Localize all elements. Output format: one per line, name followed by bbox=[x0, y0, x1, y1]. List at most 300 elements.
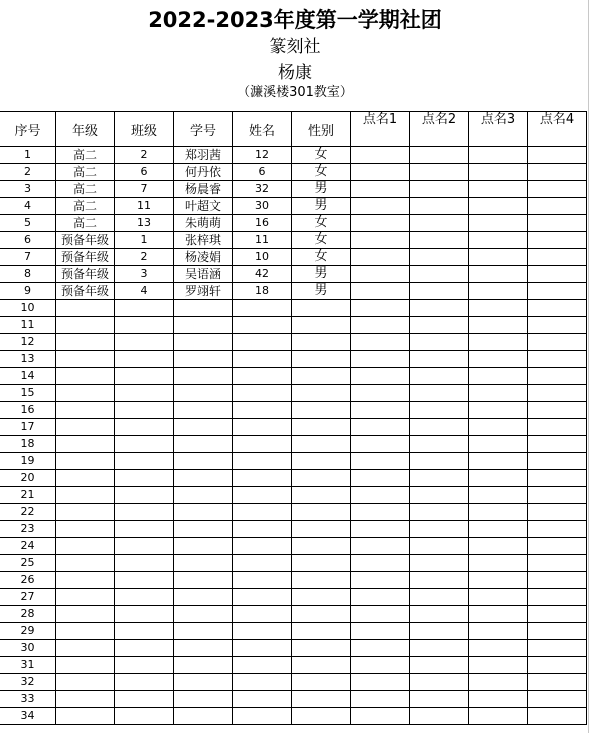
rollcall-cell-1[interactable] bbox=[351, 351, 410, 368]
gender-cell[interactable] bbox=[292, 589, 351, 606]
gender-cell[interactable] bbox=[292, 334, 351, 351]
gender-cell[interactable] bbox=[292, 453, 351, 470]
rollcall-cell-2[interactable] bbox=[410, 351, 469, 368]
row-index-cell[interactable]: 9 bbox=[0, 283, 56, 300]
rollcall-cell-4[interactable] bbox=[528, 249, 587, 266]
rollcall-cell-3[interactable] bbox=[469, 215, 528, 232]
rollcall-cell-4[interactable] bbox=[528, 487, 587, 504]
rollcall-cell-4[interactable] bbox=[528, 402, 587, 419]
rollcall-cell-4[interactable] bbox=[528, 351, 587, 368]
rollcall-cell-3[interactable] bbox=[469, 623, 528, 640]
rollcall-cell-4[interactable] bbox=[528, 368, 587, 385]
rollcall-cell-1[interactable] bbox=[351, 164, 410, 181]
rollcall-cell-3[interactable] bbox=[469, 453, 528, 470]
student-name-cell[interactable] bbox=[174, 368, 233, 385]
row-index-cell[interactable]: 27 bbox=[0, 589, 56, 606]
student-id-cell[interactable] bbox=[233, 691, 292, 708]
gender-cell[interactable] bbox=[292, 623, 351, 640]
row-index-cell[interactable]: 23 bbox=[0, 521, 56, 538]
row-index-cell[interactable]: 15 bbox=[0, 385, 56, 402]
col-header-index[interactable]: 序号 bbox=[0, 112, 56, 147]
student-name-cell[interactable] bbox=[174, 385, 233, 402]
gender-cell[interactable] bbox=[292, 317, 351, 334]
grade-cell[interactable]: 高二 bbox=[56, 147, 115, 164]
rollcall-cell-1[interactable] bbox=[351, 623, 410, 640]
row-index-cell[interactable]: 10 bbox=[0, 300, 56, 317]
rollcall-cell-1[interactable] bbox=[351, 708, 410, 725]
rollcall-cell-3[interactable] bbox=[469, 572, 528, 589]
rollcall-cell-2[interactable] bbox=[410, 249, 469, 266]
rollcall-cell-2[interactable] bbox=[410, 419, 469, 436]
rollcall-cell-4[interactable] bbox=[528, 215, 587, 232]
rollcall-cell-4[interactable] bbox=[528, 453, 587, 470]
row-index-cell[interactable]: 1 bbox=[0, 147, 56, 164]
rollcall-cell-2[interactable] bbox=[410, 215, 469, 232]
student-name-cell[interactable] bbox=[174, 487, 233, 504]
grade-cell[interactable] bbox=[56, 300, 115, 317]
class-cell[interactable] bbox=[115, 419, 174, 436]
rollcall-cell-2[interactable] bbox=[410, 300, 469, 317]
student-name-cell[interactable] bbox=[174, 606, 233, 623]
student-id-cell[interactable] bbox=[233, 674, 292, 691]
class-cell[interactable] bbox=[115, 470, 174, 487]
class-cell[interactable] bbox=[115, 572, 174, 589]
gender-cell[interactable] bbox=[292, 470, 351, 487]
rollcall-cell-3[interactable] bbox=[469, 674, 528, 691]
student-name-cell[interactable] bbox=[174, 708, 233, 725]
grade-cell[interactable] bbox=[56, 317, 115, 334]
rollcall-cell-4[interactable] bbox=[528, 436, 587, 453]
student-name-cell[interactable]: 何丹依 bbox=[174, 164, 233, 181]
gender-cell[interactable] bbox=[292, 368, 351, 385]
student-id-cell[interactable]: 32 bbox=[233, 181, 292, 198]
class-cell[interactable] bbox=[115, 691, 174, 708]
gender-cell[interactable] bbox=[292, 674, 351, 691]
rollcall-cell-4[interactable] bbox=[528, 640, 587, 657]
grade-cell[interactable] bbox=[56, 657, 115, 674]
student-name-cell[interactable] bbox=[174, 691, 233, 708]
row-index-cell[interactable]: 22 bbox=[0, 504, 56, 521]
student-name-cell[interactable] bbox=[174, 657, 233, 674]
rollcall-cell-4[interactable] bbox=[528, 283, 587, 300]
grade-cell[interactable] bbox=[56, 487, 115, 504]
student-name-cell[interactable]: 罗翊轩 bbox=[174, 283, 233, 300]
rollcall-cell-3[interactable] bbox=[469, 504, 528, 521]
student-id-cell[interactable] bbox=[233, 419, 292, 436]
class-cell[interactable]: 1 bbox=[115, 232, 174, 249]
student-id-cell[interactable] bbox=[233, 657, 292, 674]
student-id-cell[interactable]: 42 bbox=[233, 266, 292, 283]
grade-cell[interactable] bbox=[56, 351, 115, 368]
student-name-cell[interactable] bbox=[174, 453, 233, 470]
row-index-cell[interactable]: 34 bbox=[0, 708, 56, 725]
row-index-cell[interactable]: 24 bbox=[0, 538, 56, 555]
class-cell[interactable] bbox=[115, 453, 174, 470]
row-index-cell[interactable]: 12 bbox=[0, 334, 56, 351]
student-id-cell[interactable] bbox=[233, 521, 292, 538]
rollcall-cell-3[interactable] bbox=[469, 181, 528, 198]
rollcall-cell-4[interactable] bbox=[528, 198, 587, 215]
student-id-cell[interactable] bbox=[233, 402, 292, 419]
rollcall-cell-2[interactable] bbox=[410, 317, 469, 334]
student-name-cell[interactable]: 朱萌萌 bbox=[174, 215, 233, 232]
row-index-cell[interactable]: 7 bbox=[0, 249, 56, 266]
rollcall-cell-4[interactable] bbox=[528, 266, 587, 283]
student-name-cell[interactable] bbox=[174, 640, 233, 657]
row-index-cell[interactable]: 14 bbox=[0, 368, 56, 385]
class-cell[interactable] bbox=[115, 555, 174, 572]
rollcall-cell-1[interactable] bbox=[351, 640, 410, 657]
rollcall-cell-3[interactable] bbox=[469, 436, 528, 453]
rollcall-cell-1[interactable] bbox=[351, 487, 410, 504]
gender-cell[interactable]: 男 bbox=[292, 283, 351, 300]
gender-cell[interactable] bbox=[292, 521, 351, 538]
rollcall-cell-3[interactable] bbox=[469, 555, 528, 572]
rollcall-cell-1[interactable] bbox=[351, 657, 410, 674]
rollcall-cell-3[interactable] bbox=[469, 606, 528, 623]
student-id-cell[interactable] bbox=[233, 623, 292, 640]
rollcall-cell-4[interactable] bbox=[528, 674, 587, 691]
rollcall-cell-2[interactable] bbox=[410, 555, 469, 572]
rollcall-cell-1[interactable] bbox=[351, 521, 410, 538]
rollcall-cell-4[interactable] bbox=[528, 657, 587, 674]
rollcall-cell-4[interactable] bbox=[528, 334, 587, 351]
grade-cell[interactable]: 预备年级 bbox=[56, 249, 115, 266]
row-index-cell[interactable]: 21 bbox=[0, 487, 56, 504]
row-index-cell[interactable]: 33 bbox=[0, 691, 56, 708]
rollcall-cell-4[interactable] bbox=[528, 623, 587, 640]
gender-cell[interactable]: 女 bbox=[292, 164, 351, 181]
rollcall-cell-2[interactable] bbox=[410, 521, 469, 538]
rollcall-cell-1[interactable] bbox=[351, 147, 410, 164]
grade-cell[interactable] bbox=[56, 538, 115, 555]
class-cell[interactable] bbox=[115, 589, 174, 606]
rollcall-cell-1[interactable] bbox=[351, 538, 410, 555]
grade-cell[interactable] bbox=[56, 640, 115, 657]
rollcall-cell-4[interactable] bbox=[528, 470, 587, 487]
rollcall-cell-2[interactable] bbox=[410, 470, 469, 487]
rollcall-cell-1[interactable] bbox=[351, 300, 410, 317]
rollcall-cell-1[interactable] bbox=[351, 436, 410, 453]
student-id-cell[interactable] bbox=[233, 300, 292, 317]
rollcall-cell-2[interactable] bbox=[410, 266, 469, 283]
rollcall-cell-3[interactable] bbox=[469, 334, 528, 351]
rollcall-cell-1[interactable] bbox=[351, 368, 410, 385]
rollcall-cell-1[interactable] bbox=[351, 606, 410, 623]
rollcall-cell-2[interactable] bbox=[410, 606, 469, 623]
row-index-cell[interactable]: 8 bbox=[0, 266, 56, 283]
rollcall-cell-2[interactable] bbox=[410, 436, 469, 453]
rollcall-cell-2[interactable] bbox=[410, 164, 469, 181]
grade-cell[interactable]: 预备年级 bbox=[56, 283, 115, 300]
gender-cell[interactable]: 男 bbox=[292, 198, 351, 215]
rollcall-cell-1[interactable] bbox=[351, 555, 410, 572]
rollcall-cell-2[interactable] bbox=[410, 283, 469, 300]
rollcall-cell-1[interactable] bbox=[351, 181, 410, 198]
rollcall-cell-4[interactable] bbox=[528, 589, 587, 606]
rollcall-cell-3[interactable] bbox=[469, 538, 528, 555]
student-name-cell[interactable]: 郑羽茜 bbox=[174, 147, 233, 164]
row-index-cell[interactable]: 2 bbox=[0, 164, 56, 181]
gender-cell[interactable]: 女 bbox=[292, 249, 351, 266]
row-index-cell[interactable]: 32 bbox=[0, 674, 56, 691]
rollcall-cell-3[interactable] bbox=[469, 351, 528, 368]
rollcall-cell-4[interactable] bbox=[528, 504, 587, 521]
row-index-cell[interactable]: 25 bbox=[0, 555, 56, 572]
rollcall-cell-3[interactable] bbox=[469, 589, 528, 606]
student-name-cell[interactable] bbox=[174, 589, 233, 606]
rollcall-cell-4[interactable] bbox=[528, 385, 587, 402]
rollcall-cell-4[interactable] bbox=[528, 317, 587, 334]
student-name-cell[interactable] bbox=[174, 470, 233, 487]
rollcall-cell-1[interactable] bbox=[351, 283, 410, 300]
grade-cell[interactable] bbox=[56, 623, 115, 640]
grade-cell[interactable] bbox=[56, 436, 115, 453]
rollcall-cell-2[interactable] bbox=[410, 708, 469, 725]
class-cell[interactable] bbox=[115, 402, 174, 419]
class-cell[interactable] bbox=[115, 317, 174, 334]
class-cell[interactable] bbox=[115, 640, 174, 657]
grade-cell[interactable] bbox=[56, 606, 115, 623]
rollcall-cell-2[interactable] bbox=[410, 623, 469, 640]
student-name-cell[interactable]: 吴语涵 bbox=[174, 266, 233, 283]
rollcall-cell-3[interactable] bbox=[469, 640, 528, 657]
grade-cell[interactable] bbox=[56, 419, 115, 436]
rollcall-cell-2[interactable] bbox=[410, 181, 469, 198]
row-index-cell[interactable]: 16 bbox=[0, 402, 56, 419]
rollcall-cell-2[interactable] bbox=[410, 453, 469, 470]
rollcall-cell-4[interactable] bbox=[528, 300, 587, 317]
row-index-cell[interactable]: 4 bbox=[0, 198, 56, 215]
rollcall-cell-1[interactable] bbox=[351, 385, 410, 402]
grade-cell[interactable] bbox=[56, 504, 115, 521]
rollcall-cell-1[interactable] bbox=[351, 215, 410, 232]
grade-cell[interactable] bbox=[56, 402, 115, 419]
rollcall-cell-4[interactable] bbox=[528, 147, 587, 164]
rollcall-cell-2[interactable] bbox=[410, 691, 469, 708]
rollcall-cell-3[interactable] bbox=[469, 402, 528, 419]
student-id-cell[interactable] bbox=[233, 470, 292, 487]
rollcall-cell-2[interactable] bbox=[410, 147, 469, 164]
student-name-cell[interactable] bbox=[174, 436, 233, 453]
class-cell[interactable]: 2 bbox=[115, 249, 174, 266]
row-index-cell[interactable]: 13 bbox=[0, 351, 56, 368]
rollcall-cell-3[interactable] bbox=[469, 657, 528, 674]
student-name-cell[interactable] bbox=[174, 674, 233, 691]
rollcall-cell-3[interactable] bbox=[469, 198, 528, 215]
rollcall-cell-1[interactable] bbox=[351, 402, 410, 419]
gender-cell[interactable]: 女 bbox=[292, 215, 351, 232]
gender-cell[interactable] bbox=[292, 300, 351, 317]
row-index-cell[interactable]: 6 bbox=[0, 232, 56, 249]
grade-cell[interactable] bbox=[56, 368, 115, 385]
student-name-cell[interactable] bbox=[174, 504, 233, 521]
gender-cell[interactable] bbox=[292, 538, 351, 555]
row-index-cell[interactable]: 31 bbox=[0, 657, 56, 674]
student-id-cell[interactable]: 18 bbox=[233, 283, 292, 300]
class-cell[interactable] bbox=[115, 606, 174, 623]
grade-cell[interactable]: 高二 bbox=[56, 164, 115, 181]
rollcall-cell-3[interactable] bbox=[469, 164, 528, 181]
rollcall-cell-3[interactable] bbox=[469, 266, 528, 283]
gender-cell[interactable]: 女 bbox=[292, 147, 351, 164]
student-id-cell[interactable]: 6 bbox=[233, 164, 292, 181]
row-index-cell[interactable]: 29 bbox=[0, 623, 56, 640]
class-cell[interactable]: 2 bbox=[115, 147, 174, 164]
grade-cell[interactable]: 预备年级 bbox=[56, 266, 115, 283]
rollcall-cell-2[interactable] bbox=[410, 385, 469, 402]
student-name-cell[interactable]: 叶超文 bbox=[174, 198, 233, 215]
class-cell[interactable] bbox=[115, 623, 174, 640]
gender-cell[interactable] bbox=[292, 691, 351, 708]
student-name-cell[interactable] bbox=[174, 334, 233, 351]
class-cell[interactable] bbox=[115, 504, 174, 521]
rollcall-cell-2[interactable] bbox=[410, 538, 469, 555]
class-cell[interactable] bbox=[115, 487, 174, 504]
rollcall-cell-3[interactable] bbox=[469, 300, 528, 317]
class-cell[interactable] bbox=[115, 674, 174, 691]
rollcall-cell-4[interactable] bbox=[528, 538, 587, 555]
grade-cell[interactable] bbox=[56, 674, 115, 691]
gender-cell[interactable] bbox=[292, 402, 351, 419]
student-name-cell[interactable] bbox=[174, 623, 233, 640]
grade-cell[interactable] bbox=[56, 555, 115, 572]
student-name-cell[interactable]: 杨凌娟 bbox=[174, 249, 233, 266]
student-name-cell[interactable] bbox=[174, 402, 233, 419]
gender-cell[interactable] bbox=[292, 487, 351, 504]
grade-cell[interactable] bbox=[56, 334, 115, 351]
class-cell[interactable] bbox=[115, 657, 174, 674]
rollcall-cell-3[interactable] bbox=[469, 317, 528, 334]
gender-cell[interactable]: 男 bbox=[292, 181, 351, 198]
row-index-cell[interactable]: 19 bbox=[0, 453, 56, 470]
gender-cell[interactable]: 男 bbox=[292, 266, 351, 283]
gender-cell[interactable]: 女 bbox=[292, 232, 351, 249]
class-cell[interactable] bbox=[115, 385, 174, 402]
class-cell[interactable]: 11 bbox=[115, 198, 174, 215]
student-name-cell[interactable] bbox=[174, 419, 233, 436]
class-cell[interactable] bbox=[115, 368, 174, 385]
row-index-cell[interactable]: 30 bbox=[0, 640, 56, 657]
student-name-cell[interactable] bbox=[174, 521, 233, 538]
gender-cell[interactable] bbox=[292, 504, 351, 521]
gender-cell[interactable] bbox=[292, 385, 351, 402]
grade-cell[interactable]: 预备年级 bbox=[56, 232, 115, 249]
rollcall-cell-1[interactable] bbox=[351, 674, 410, 691]
rollcall-cell-2[interactable] bbox=[410, 589, 469, 606]
grade-cell[interactable] bbox=[56, 691, 115, 708]
rollcall-cell-4[interactable] bbox=[528, 419, 587, 436]
student-id-cell[interactable] bbox=[233, 317, 292, 334]
student-id-cell[interactable] bbox=[233, 708, 292, 725]
student-id-cell[interactable] bbox=[233, 589, 292, 606]
student-id-cell[interactable] bbox=[233, 538, 292, 555]
rollcall-cell-1[interactable] bbox=[351, 691, 410, 708]
rollcall-cell-2[interactable] bbox=[410, 504, 469, 521]
rollcall-cell-2[interactable] bbox=[410, 198, 469, 215]
col-header-name[interactable]: 姓名 bbox=[233, 112, 292, 147]
grade-cell[interactable]: 高二 bbox=[56, 181, 115, 198]
gender-cell[interactable] bbox=[292, 606, 351, 623]
gender-cell[interactable] bbox=[292, 436, 351, 453]
student-name-cell[interactable]: 杨晨睿 bbox=[174, 181, 233, 198]
student-id-cell[interactable] bbox=[233, 351, 292, 368]
rollcall-cell-3[interactable] bbox=[469, 368, 528, 385]
class-cell[interactable]: 6 bbox=[115, 164, 174, 181]
rollcall-cell-2[interactable] bbox=[410, 334, 469, 351]
gender-cell[interactable] bbox=[292, 555, 351, 572]
gender-cell[interactable] bbox=[292, 419, 351, 436]
rollcall-cell-2[interactable] bbox=[410, 402, 469, 419]
student-name-cell[interactable] bbox=[174, 351, 233, 368]
col-header-class[interactable]: 班级 bbox=[115, 112, 174, 147]
rollcall-cell-1[interactable] bbox=[351, 317, 410, 334]
rollcall-cell-3[interactable] bbox=[469, 419, 528, 436]
gender-cell[interactable] bbox=[292, 572, 351, 589]
gender-cell[interactable] bbox=[292, 640, 351, 657]
grade-cell[interactable] bbox=[56, 589, 115, 606]
class-cell[interactable]: 13 bbox=[115, 215, 174, 232]
col-header-rollcall-1[interactable]: 点名1 bbox=[351, 112, 410, 147]
rollcall-cell-2[interactable] bbox=[410, 368, 469, 385]
grade-cell[interactable] bbox=[56, 385, 115, 402]
rollcall-cell-2[interactable] bbox=[410, 640, 469, 657]
class-cell[interactable] bbox=[115, 708, 174, 725]
student-id-cell[interactable] bbox=[233, 606, 292, 623]
rollcall-cell-4[interactable] bbox=[528, 521, 587, 538]
class-cell[interactable] bbox=[115, 521, 174, 538]
rollcall-cell-3[interactable] bbox=[469, 521, 528, 538]
gender-cell[interactable] bbox=[292, 657, 351, 674]
rollcall-cell-2[interactable] bbox=[410, 232, 469, 249]
student-id-cell[interactable] bbox=[233, 504, 292, 521]
grade-cell[interactable]: 高二 bbox=[56, 215, 115, 232]
row-index-cell[interactable]: 17 bbox=[0, 419, 56, 436]
row-index-cell[interactable]: 5 bbox=[0, 215, 56, 232]
student-id-cell[interactable] bbox=[233, 572, 292, 589]
row-index-cell[interactable]: 11 bbox=[0, 317, 56, 334]
rollcall-cell-4[interactable] bbox=[528, 708, 587, 725]
rollcall-cell-1[interactable] bbox=[351, 334, 410, 351]
rollcall-cell-4[interactable] bbox=[528, 181, 587, 198]
student-id-cell[interactable] bbox=[233, 334, 292, 351]
rollcall-cell-2[interactable] bbox=[410, 657, 469, 674]
row-index-cell[interactable]: 18 bbox=[0, 436, 56, 453]
rollcall-cell-2[interactable] bbox=[410, 572, 469, 589]
col-header-gender[interactable]: 性别 bbox=[292, 112, 351, 147]
rollcall-cell-4[interactable] bbox=[528, 572, 587, 589]
student-id-cell[interactable] bbox=[233, 453, 292, 470]
gender-cell[interactable] bbox=[292, 351, 351, 368]
student-id-cell[interactable] bbox=[233, 487, 292, 504]
rollcall-cell-3[interactable] bbox=[469, 249, 528, 266]
rollcall-cell-3[interactable] bbox=[469, 147, 528, 164]
rollcall-cell-4[interactable] bbox=[528, 691, 587, 708]
rollcall-cell-3[interactable] bbox=[469, 232, 528, 249]
student-name-cell[interactable]: 张梓琪 bbox=[174, 232, 233, 249]
student-id-cell[interactable]: 10 bbox=[233, 249, 292, 266]
class-cell[interactable]: 4 bbox=[115, 283, 174, 300]
grade-cell[interactable] bbox=[56, 521, 115, 538]
student-name-cell[interactable] bbox=[174, 300, 233, 317]
rollcall-cell-3[interactable] bbox=[469, 470, 528, 487]
rollcall-cell-1[interactable] bbox=[351, 198, 410, 215]
rollcall-cell-3[interactable] bbox=[469, 487, 528, 504]
rollcall-cell-3[interactable] bbox=[469, 385, 528, 402]
student-id-cell[interactable] bbox=[233, 436, 292, 453]
class-cell[interactable] bbox=[115, 538, 174, 555]
rollcall-cell-1[interactable] bbox=[351, 453, 410, 470]
